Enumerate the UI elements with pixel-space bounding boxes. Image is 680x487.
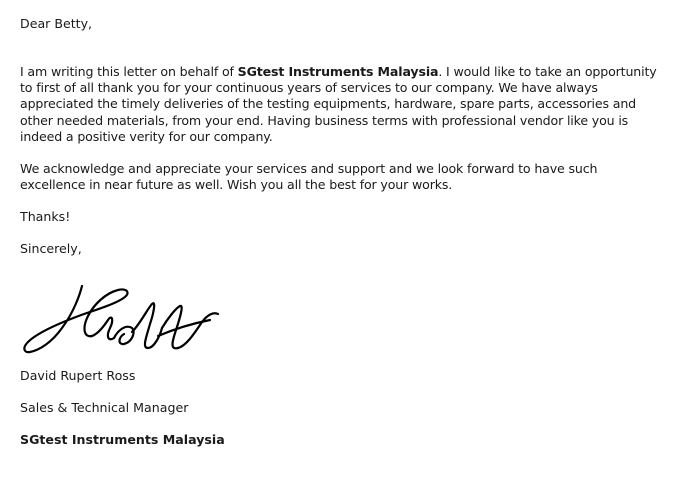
paragraph-acknowledgement: We acknowledge and appreciate your services and support and we look forward to have such excellence in near future as well. Wish you all the best for your works. (20, 161, 598, 193)
paragraph-intro-rest: . I would like to take an opportunity to first of all thank you for your continuous years of services to our company. We have always appreciated the timely deliveries of the testing equipments, hardware, spare parts, accessories and other needed materials, from your end. Having business terms with professional vendor like you is indeed a positive verity for our company. (20, 64, 657, 144)
signer-title: Sales & Technical Manager (20, 400, 189, 415)
signer-name: David Rupert Ross (20, 368, 136, 383)
paragraph-intro-start: I am writing this letter on behalf of (20, 64, 238, 79)
closing-line: Sincerely, (20, 241, 82, 256)
thanks-line: Thanks! (20, 209, 71, 224)
paragraph-intro (20, 64, 665, 145)
handwritten-signature (22, 284, 222, 364)
signer-company: SGtest Instruments Malaysia (20, 432, 225, 447)
salutation: Dear Betty, (20, 16, 93, 31)
company-name-inline: SGtest Instruments Malaysia (237, 64, 439, 79)
